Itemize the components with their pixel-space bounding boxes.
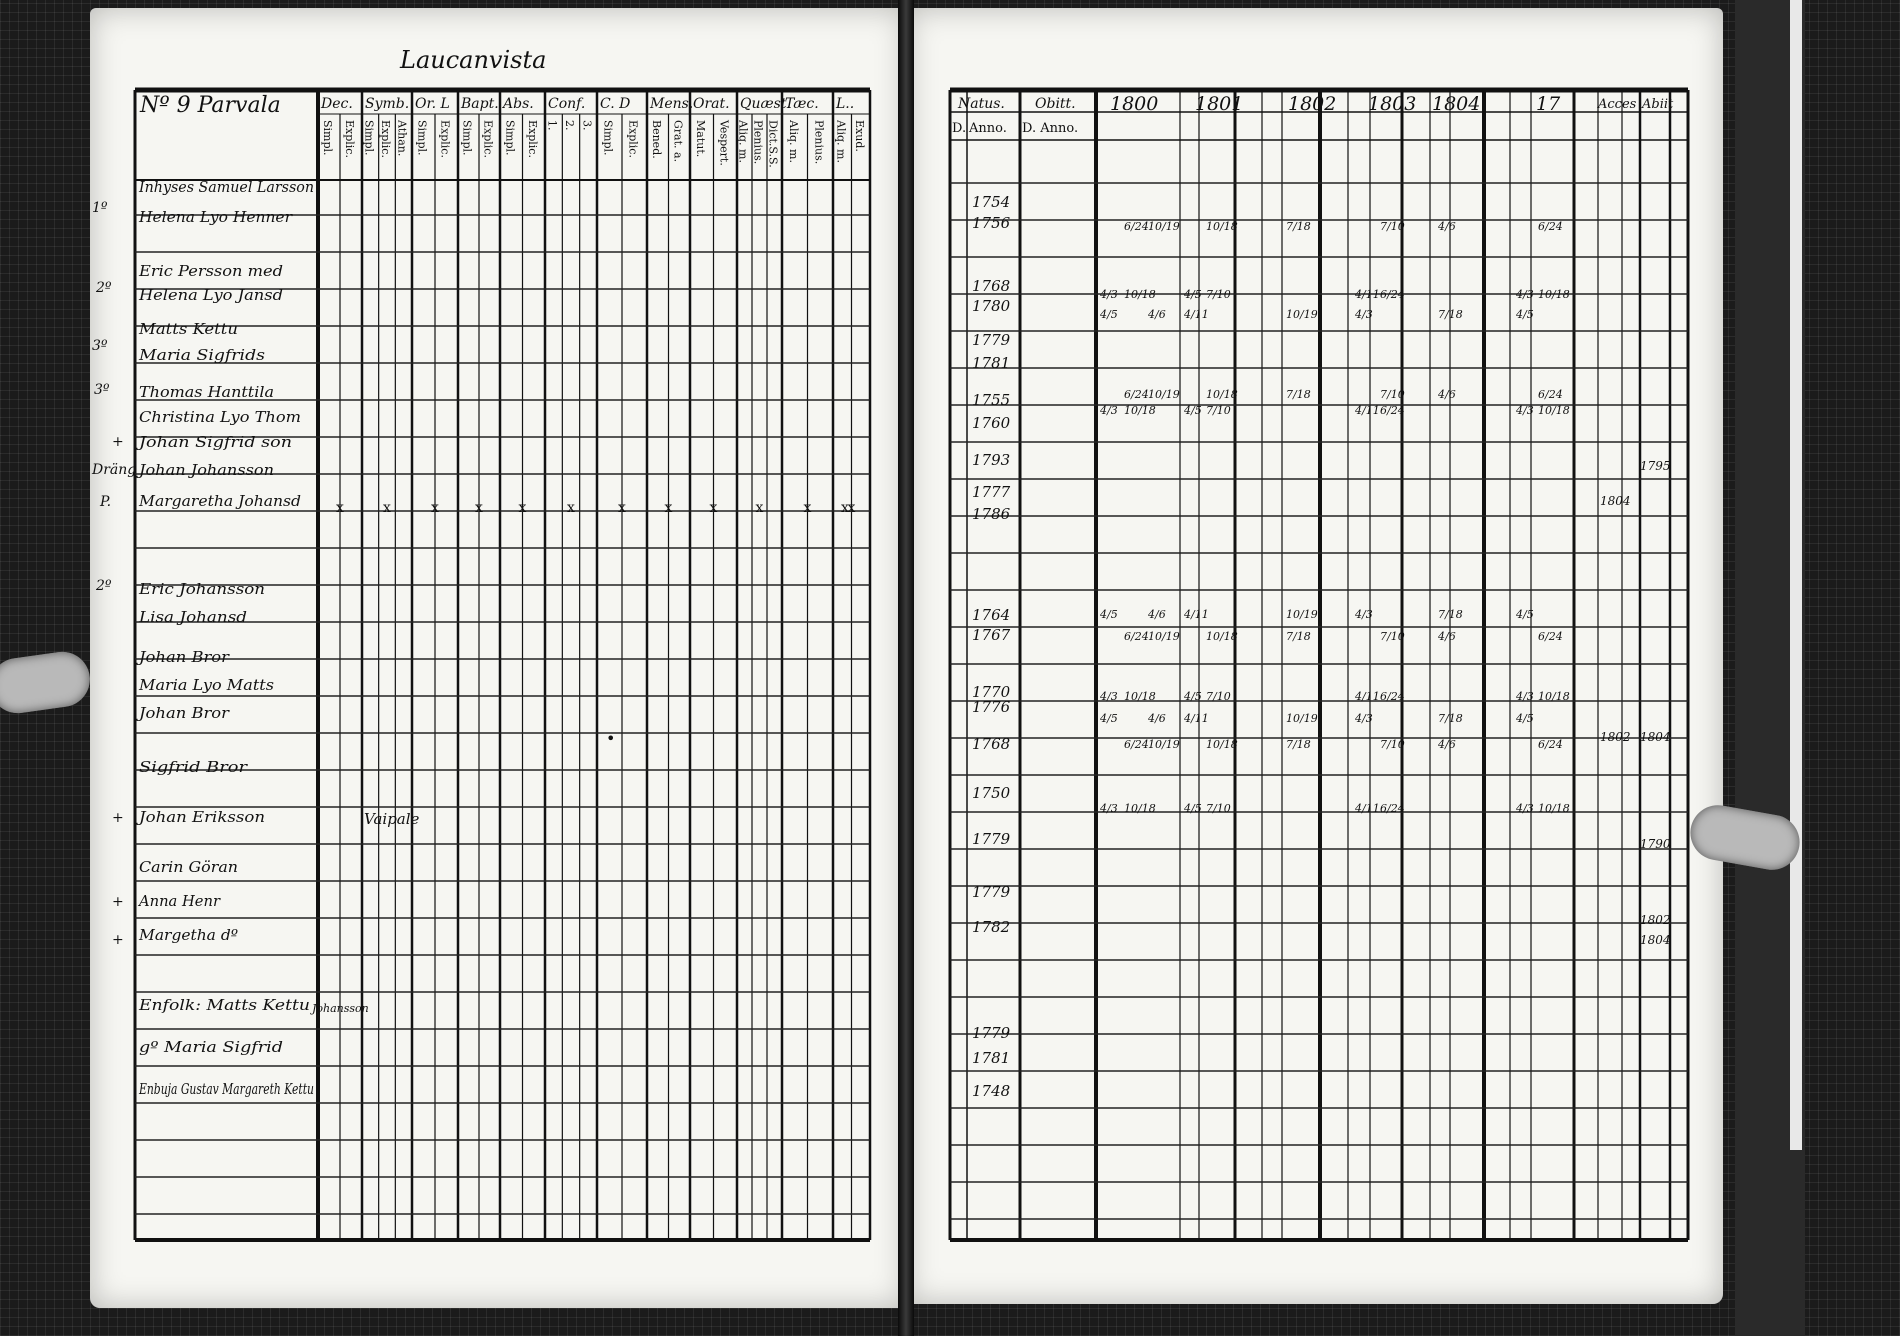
fraction-mark: 7/18: [1286, 388, 1311, 401]
name-entry: Helena Lyo Henner: [137, 208, 293, 226]
name-entry: Lisa Johansd: [137, 608, 247, 626]
name-entry: Sigfrid Bror: [139, 758, 248, 776]
fraction-mark: 4/5: [1184, 690, 1202, 703]
fraction-mark: 6/24: [1380, 288, 1405, 301]
birth-year-entry: 1768: [972, 735, 1011, 753]
fraction-mark: 4/3: [1516, 404, 1534, 417]
birth-year-entry: 1754: [972, 193, 1011, 211]
fraction-mark: 10/18: [1124, 690, 1156, 703]
x-mark: x: [336, 500, 344, 516]
fraction-mark: 6/24: [1538, 388, 1563, 401]
fraction-mark: 6/24: [1538, 220, 1563, 233]
johansson-note: Johansson: [312, 1002, 369, 1015]
year-heading: 1803: [1368, 93, 1417, 115]
subcolumn-label: Simpl.: [415, 120, 429, 156]
fraction-mark: 6/24: [1124, 738, 1149, 751]
birth-year-entry: 1750: [972, 784, 1011, 802]
fraction-mark: 4/3: [1100, 288, 1118, 301]
subcolumn-label: Explic.: [379, 120, 392, 158]
fraction-mark: 4/6: [1438, 220, 1456, 233]
fraction-mark: 10/18: [1124, 288, 1156, 301]
year-heading: 17: [1536, 93, 1561, 115]
fraction-mark: 10/18: [1206, 738, 1238, 751]
subcolumn-label: Simpl.: [321, 120, 334, 156]
subcolumn-label: Bened.: [649, 120, 663, 159]
birth-year-entry: 1779: [972, 830, 1011, 848]
name-entry: Johan Eriksson: [135, 808, 265, 826]
birth-year-entry: 1793: [972, 451, 1011, 469]
fraction-mark: 10/19: [1286, 608, 1318, 621]
name-entry: Johan Sigfrid son: [135, 433, 292, 451]
fraction-mark: 4/3: [1100, 690, 1118, 703]
name-entry: Christina Lyo Thom: [139, 408, 301, 426]
fraction-mark: 4/11: [1355, 690, 1380, 703]
fraction-mark: 10/18: [1206, 388, 1238, 401]
subcolumn-label: Plenius.: [812, 120, 826, 165]
birth-year-entry: 1780: [972, 297, 1011, 315]
margin-year-note: 1795: [1640, 459, 1671, 473]
fraction-mark: 7/18: [1286, 220, 1311, 233]
margin-mark: +: [112, 932, 124, 948]
birth-year-entry: 1781: [972, 1049, 1011, 1067]
fraction-mark: 10/19: [1148, 738, 1180, 751]
subcolumn-label: 1.: [545, 120, 559, 131]
margin-mark: 2º: [96, 280, 112, 296]
ink-dot: •: [606, 729, 616, 748]
fraction-mark: 7/18: [1438, 608, 1463, 621]
subcolumn-label: Simpl.: [362, 120, 376, 156]
x-mark: x: [847, 500, 856, 516]
x-mark: x: [618, 500, 626, 516]
subcolumn-label: Simpl.: [503, 120, 517, 156]
margin-mark: 2º: [96, 578, 112, 594]
fraction-mark: 4/5: [1184, 288, 1202, 301]
subcolumn-label: Plenius.: [751, 120, 765, 165]
subcolumn-label: Exud.: [852, 120, 866, 152]
column-group-label: L..: [836, 96, 855, 112]
year-heading: 1800: [1110, 93, 1159, 115]
fraction-mark: 6/24: [1380, 404, 1405, 417]
fraction-mark: 4/11: [1184, 608, 1209, 621]
column-group-label: Bapt.: [461, 96, 499, 112]
fraction-mark: 4/11: [1184, 308, 1209, 321]
fraction-mark: 4/5: [1516, 308, 1534, 321]
fraction-mark: 4/6: [1148, 608, 1166, 621]
fraction-mark: 10/18: [1538, 404, 1570, 417]
name-entry: Eric Johansson: [137, 580, 265, 598]
fraction-mark: 6/24: [1380, 690, 1405, 703]
name-entry: Enfolk: Matts Kettu: [137, 996, 310, 1014]
fraction-mark: 7/10: [1206, 802, 1231, 815]
birth-year-entry: 1767: [972, 626, 1011, 644]
fraction-mark: 4/11: [1184, 712, 1209, 725]
birth-year-entry: 1779: [972, 883, 1011, 901]
column-group-label: C. D: [600, 96, 631, 112]
fraction-mark: 4/6: [1438, 630, 1456, 643]
fraction-mark: 4/3: [1516, 802, 1534, 815]
margin-mark: 1º: [92, 200, 108, 216]
birth-year-entry: 1760: [972, 414, 1011, 432]
fraction-mark: 10/18: [1124, 404, 1156, 417]
fraction-mark: 10/19: [1148, 220, 1180, 233]
fraction-mark: 7/18: [1286, 630, 1311, 643]
fraction-mark: 7/10: [1206, 404, 1231, 417]
x-mark: x: [709, 500, 718, 516]
subcolumn-label: Simpl.: [601, 120, 615, 156]
fraction-mark: 4/6: [1148, 712, 1166, 725]
name-entry: Anna Henr: [137, 892, 221, 910]
parish-heading: Laucanvista: [400, 46, 547, 74]
vaipale-note: Vaipale: [364, 810, 420, 828]
birth-year-entry: 1786: [972, 505, 1011, 523]
fraction-mark: 10/18: [1538, 288, 1570, 301]
birth-year-entry: 1776: [972, 698, 1011, 716]
subcolumn-label: Explic.: [525, 120, 539, 158]
margin-mark: Dräng: [92, 462, 137, 478]
fraction-mark: 4/3: [1355, 712, 1373, 725]
subcolumn-label: Aliq. m.: [834, 120, 848, 163]
year-heading: 1804: [1432, 93, 1481, 115]
margin-year-note: 1802: [1640, 913, 1671, 927]
fraction-mark: 4/5: [1516, 608, 1534, 621]
subcolumn-label: Vespert.: [717, 120, 731, 166]
fraction-mark: 4/3: [1100, 404, 1118, 417]
fraction-mark: 4/5: [1100, 308, 1118, 321]
fraction-mark: 10/18: [1206, 630, 1238, 643]
anno-label: Anno.: [969, 121, 1007, 136]
fraction-mark: 10/19: [1148, 388, 1180, 401]
birth-year-entry: 1779: [972, 331, 1011, 349]
birth-year-entry: 1755: [972, 391, 1011, 409]
margin-year-note: 1804: [1600, 494, 1631, 508]
margin-year-note: 1790: [1640, 837, 1671, 851]
fraction-mark: 4/6: [1148, 308, 1166, 321]
fraction-mark: 7/18: [1438, 308, 1463, 321]
column-group-label: Abs.: [503, 96, 534, 112]
fraction-mark: 10/19: [1286, 712, 1318, 725]
subcolumn-label: Explic.: [481, 120, 495, 158]
x-mark: x: [475, 500, 483, 516]
name-entry: Johan Bror: [135, 704, 230, 722]
fraction-mark: 4/11: [1355, 404, 1380, 417]
fraction-mark: 4/6: [1438, 388, 1456, 401]
fraction-mark: 6/24: [1124, 388, 1149, 401]
fraction-mark: 4/5: [1100, 712, 1118, 725]
column-group-label: Orat.: [693, 96, 730, 112]
birth-year-entry: 1770: [972, 683, 1011, 701]
name-entry: Helena Lyo Jansd: [137, 286, 283, 304]
column-group-label: Symb.: [365, 96, 410, 112]
fraction-mark: 6/24: [1538, 738, 1563, 751]
x-mark: x: [431, 500, 439, 516]
name-entry: Enbuja Gustav Margareth Kettu: [138, 1080, 314, 1098]
abiit-label: Abiit: [1642, 97, 1674, 112]
margin-mark: P.: [100, 494, 112, 510]
subcolumn-label: Aliq. m.: [736, 120, 750, 163]
name-entry: Johan Johansson: [135, 461, 274, 479]
fraction-mark: 10/19: [1286, 308, 1318, 321]
margin-year-note: 1804: [1640, 730, 1671, 744]
fraction-mark: 4/5: [1184, 802, 1202, 815]
subcolumn-label: Athan.: [395, 120, 409, 157]
natus-label: Natus.: [958, 96, 1005, 112]
column-group-label: Mens.: [650, 96, 694, 112]
margin-mark: 3º: [92, 338, 108, 354]
name-entry: Matts Kettu: [137, 320, 238, 338]
fraction-mark: 10/18: [1206, 220, 1238, 233]
birth-year-entry: 1779: [972, 1024, 1011, 1042]
margin-year-note: 1804: [1640, 933, 1671, 947]
subcolumn-label: 2.: [563, 120, 576, 131]
name-entry: Johan Bror: [135, 648, 230, 666]
x-mark: x: [518, 500, 527, 516]
birth-year-entry: 1756: [972, 214, 1011, 232]
name-entry: Inhyses Samuel Larsson: [138, 178, 314, 196]
column-group-label: Conf.: [548, 96, 586, 112]
x-mark: x: [567, 500, 575, 516]
d-label: D.: [952, 121, 967, 136]
fraction-mark: 7/10: [1380, 388, 1405, 401]
fraction-mark: 7/10: [1206, 690, 1231, 703]
x-mark: x: [383, 500, 391, 516]
column-group-label: Quæst.: [740, 96, 791, 112]
margin-mark: 3º: [94, 382, 110, 398]
fraction-mark: 7/10: [1380, 630, 1405, 643]
acces-label: Acces: [1598, 97, 1637, 112]
fraction-mark: 7/10: [1380, 220, 1405, 233]
birth-year-entry: 1777: [972, 483, 1011, 501]
fraction-mark: 4/3: [1355, 608, 1373, 621]
column-group-label: Or. L: [415, 96, 450, 112]
d-anno-label: D. Anno.: [1022, 121, 1079, 136]
x-mark: x: [841, 500, 849, 516]
subcolumn-label: Dict.S.S.: [766, 120, 780, 168]
fraction-mark: 7/18: [1438, 712, 1463, 725]
subcolumn-label: 3.: [580, 120, 594, 131]
fraction-mark: 7/10: [1206, 288, 1231, 301]
margin-mark: +: [112, 810, 124, 826]
fraction-mark: 10/18: [1538, 802, 1570, 815]
fraction-mark: 7/10: [1380, 738, 1405, 751]
fraction-mark: 4/11: [1355, 802, 1380, 815]
name-entry: gº Maria Sigfrid: [139, 1038, 283, 1056]
birth-year-entry: 1781: [972, 354, 1011, 372]
fraction-mark: 10/19: [1148, 630, 1180, 643]
name-entry: Margaretha Johansd: [137, 492, 301, 510]
name-entry: Thomas Hanttila: [139, 383, 274, 401]
margin-mark: +: [112, 894, 124, 910]
house-heading: Nº 9 Parvala: [140, 93, 281, 118]
fraction-mark: 4/5: [1184, 404, 1202, 417]
margin-year-note: 1802: [1600, 730, 1631, 744]
birth-year-entry: 1782: [972, 918, 1011, 936]
name-entry: Margetha dº: [137, 926, 238, 944]
fraction-mark: 10/18: [1124, 802, 1156, 815]
fraction-mark: 6/24: [1124, 220, 1149, 233]
fraction-mark: 4/3: [1516, 690, 1534, 703]
name-entry: Maria Lyo Matts: [137, 676, 275, 694]
fraction-mark: 4/5: [1516, 712, 1534, 725]
fraction-mark: 4/3: [1516, 288, 1534, 301]
fraction-mark: 7/18: [1286, 738, 1311, 751]
year-heading: 1801: [1195, 93, 1244, 115]
name-entry: Maria Sigfrids: [137, 346, 266, 364]
x-mark: x: [803, 500, 812, 516]
subcolumn-label: Simpl.: [460, 120, 474, 156]
fraction-mark: 4/3: [1100, 802, 1118, 815]
subcolumn-label: Explic.: [438, 120, 452, 158]
column-group-label: Dec.: [321, 96, 353, 112]
fraction-mark: 6/24: [1380, 802, 1405, 815]
fraction-mark: 6/24: [1538, 630, 1563, 643]
x-mark: x: [664, 500, 673, 516]
x-mark: x: [755, 500, 764, 516]
subcolumn-label: Aliq. m.: [786, 120, 800, 163]
year-heading: 1802: [1288, 93, 1337, 115]
subcolumn-label: Explic.: [343, 120, 356, 158]
fraction-mark: 10/18: [1538, 690, 1570, 703]
name-entry: Carin Göran: [139, 858, 238, 876]
subcolumn-label: Explic.: [626, 120, 640, 158]
obitt-label: Obitt.: [1035, 96, 1076, 112]
fraction-mark: 4/3: [1355, 308, 1373, 321]
birth-year-entry: 1768: [972, 277, 1011, 295]
fraction-mark: 4/6: [1438, 738, 1456, 751]
name-entry: Eric Persson med: [137, 262, 283, 280]
column-group-label: Tæc.: [785, 96, 819, 112]
birth-year-entry: 1764: [972, 606, 1011, 624]
fraction-mark: 4/5: [1100, 608, 1118, 621]
birth-year-entry: 1748: [972, 1082, 1011, 1100]
fraction-mark: 4/11: [1355, 288, 1380, 301]
margin-mark: +: [112, 434, 124, 450]
fraction-mark: 6/24: [1124, 630, 1149, 643]
subcolumn-label: Matut.: [693, 120, 707, 158]
subcolumn-label: Grat. a.: [671, 120, 685, 163]
